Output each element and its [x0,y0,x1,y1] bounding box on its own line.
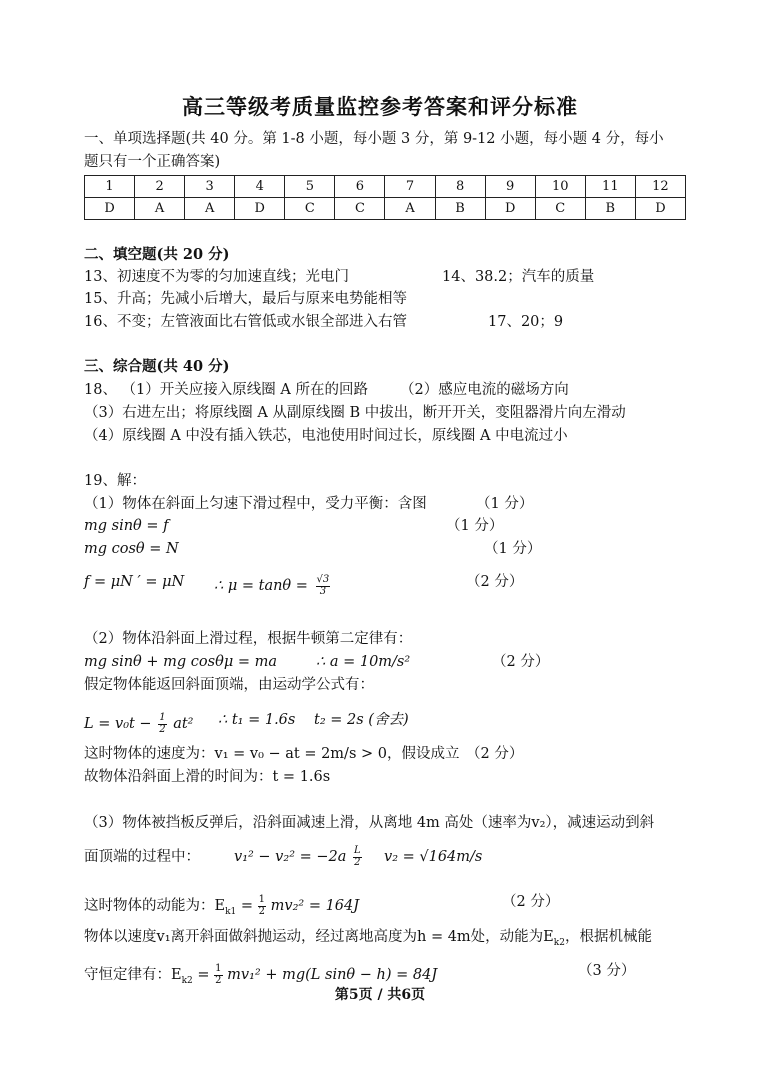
fraction-denominator: 2 [159,723,166,735]
fraction-numerator: 1 [258,894,266,905]
equation: mg sinθ + mg cosθμ = ma [84,654,278,670]
answer-cell: D [485,198,535,220]
equation: t₂ = 2s (舍去) [314,712,409,728]
section1-intro-line2: 题只有一个正确答案) [84,154,221,170]
fraction-numerator: L [354,845,361,856]
equation-text: at² [173,716,194,732]
equation-text: v₁² − v₂² = −2a [234,849,347,865]
equation [84,713,193,735]
fraction-numerator: 1 [159,712,166,723]
answer-q16: 16、不变；左管液面比右管低或水银全部进入右管 [84,314,407,330]
section3-heading: 三、综合题(共 40 分) [84,358,230,375]
answer-cell: C [285,198,335,220]
fraction-denominator: 2 [258,905,266,917]
answer-q18-part4: （4）原线圈 A 中没有插入铁芯，电池使用时间过长，原线圈 A 中电流过小 [84,428,568,444]
text-fragment: = [236,898,254,914]
text-line [84,930,652,948]
score-note: （1 分） [484,541,542,557]
text-line: 面顶端的过程中： [84,849,200,865]
text-line [84,895,359,917]
q19-part1-intro: （1）物体在斜面上匀速下滑过程中，受力平衡：含图 [84,496,427,512]
answer-q18-part1: 18、 （1）开关应接入原线圈 A 所在的回路 [84,382,368,398]
answer-table-answer-row [85,198,686,220]
equation: ∴ a = 10m/s² [316,654,411,670]
text-fragment: ，根据机械能 [564,929,652,945]
question-number: 11 [585,176,635,198]
equation: mg cosθ = N [84,541,179,557]
question-number: 4 [235,176,285,198]
fraction [258,895,266,917]
equation-text: L = v₀t − [84,716,152,732]
answer-cell: D [635,198,685,220]
score-note: （1 分） [446,518,504,534]
score-note: （2 分） [502,894,560,910]
equation-text: mv₁² + mg(L sinθ − h) = 84J [227,967,438,983]
question-number: 12 [635,176,685,198]
question-number: 1 [85,176,135,198]
answer-q13: 13、初速度不为零的匀加速直线；光电门 [84,269,349,285]
q19-part2-intro: （2）物体沿斜面上滑过程，根据牛顿第二定律有： [84,631,413,647]
question-number: 3 [185,176,235,198]
question-number: 5 [285,176,335,198]
answer-table [84,175,686,220]
text-fragment: = [192,967,210,983]
answer-q18-part2: （2）感应电流的磁场方向 [400,382,569,398]
text-line: 故物体沿斜面上滑的时间为：t = 1.6s [84,769,331,785]
equation: ∴ t₁ = 1.6s [218,712,296,728]
text-line: 这时物体的速度为：v₁ = v₀ − at = 2m/s > 0，假设成立 [84,746,460,762]
section2-heading: 二、填空题(共 20 分) [84,246,230,263]
fraction [158,713,166,735]
answer-q15: 15、升高；先减小后增大，最后与原来电势能相等 [84,291,407,307]
fraction-numerator: 1 [215,963,222,974]
answer-cell: C [335,198,385,220]
answer-cell: A [185,198,235,220]
text-fragment: 物体以速度v₁离开斜面做斜抛运动，经过离地高度为h = 4m处，动能为E [84,929,554,945]
fraction-numerator: √3 [316,574,330,585]
page-title: 高三等级考质量监控参考答案和评分标准 [182,94,578,119]
answer-cell: C [535,198,585,220]
answer-cell: B [435,198,485,220]
question-number: 7 [385,176,435,198]
q19-heading: 19、解： [84,473,146,489]
question-number: 6 [335,176,385,198]
equation [234,846,362,868]
fraction-denominator: 2 [354,856,361,868]
answer-cell: D [235,198,285,220]
question-number: 2 [135,176,185,198]
subscript: k2 [553,937,565,948]
score-note: （1 分） [476,496,534,512]
fraction [316,575,331,597]
equation-text: ∴ μ = tanθ = [214,578,308,594]
equation: mg sinθ = f [84,518,169,534]
subscript: k1 [225,906,237,917]
q19-part3-intro: （3）物体被挡板反弹后，沿斜面减速上滑，从离地 4m 高处（速率为v₂），减速运动到斜 [84,815,655,831]
equation: v₂ = √164m/s [384,849,483,865]
fraction-denominator: 2 [215,974,222,986]
text-fragment: 这时物体的动能为：E [84,898,226,914]
equation: f = μN ′ = μN [84,574,185,590]
fraction [353,846,362,868]
equation-text: mv₂² = 164J [270,898,360,914]
answer-q17: 17、20；9 [488,314,564,330]
equation [214,575,330,597]
answer-cell: A [135,198,185,220]
text-line: 假定物体能返回斜面顶端，由运动学公式有： [84,677,374,693]
score-note: （2 分） [492,654,550,670]
question-number: 9 [485,176,535,198]
answer-table-number-row [85,176,686,198]
answer-cell: A [385,198,435,220]
section1-intro-line1: 一、单项选择题(共 40 分。第 1-8 小题，每小题 3 分，第 9-12 小题，每小题 4 分，每小 [84,131,664,147]
score-note: （2 分） [466,574,524,590]
fraction-denominator: 3 [319,585,327,597]
score-note: （2 分） [466,746,524,762]
answer-cell: B [585,198,635,220]
text-line [84,964,437,986]
score-note: （3 分） [578,963,636,979]
text-fragment: 守恒定律有：E [84,967,182,983]
question-number: 10 [535,176,585,198]
subscript: k2 [181,975,193,986]
answer-cell: D [85,198,135,220]
question-number: 8 [435,176,485,198]
fraction [214,964,222,986]
answer-q18-part3: （3）右进左出；将原线圈 A 从副原线圈 B 中拔出，断开开关，变阻器滑片向左滑动 [84,405,626,421]
page-footer: 第5页 / 共6页 [334,987,426,1003]
answer-q14: 14、38.2；汽车的质量 [442,269,595,285]
